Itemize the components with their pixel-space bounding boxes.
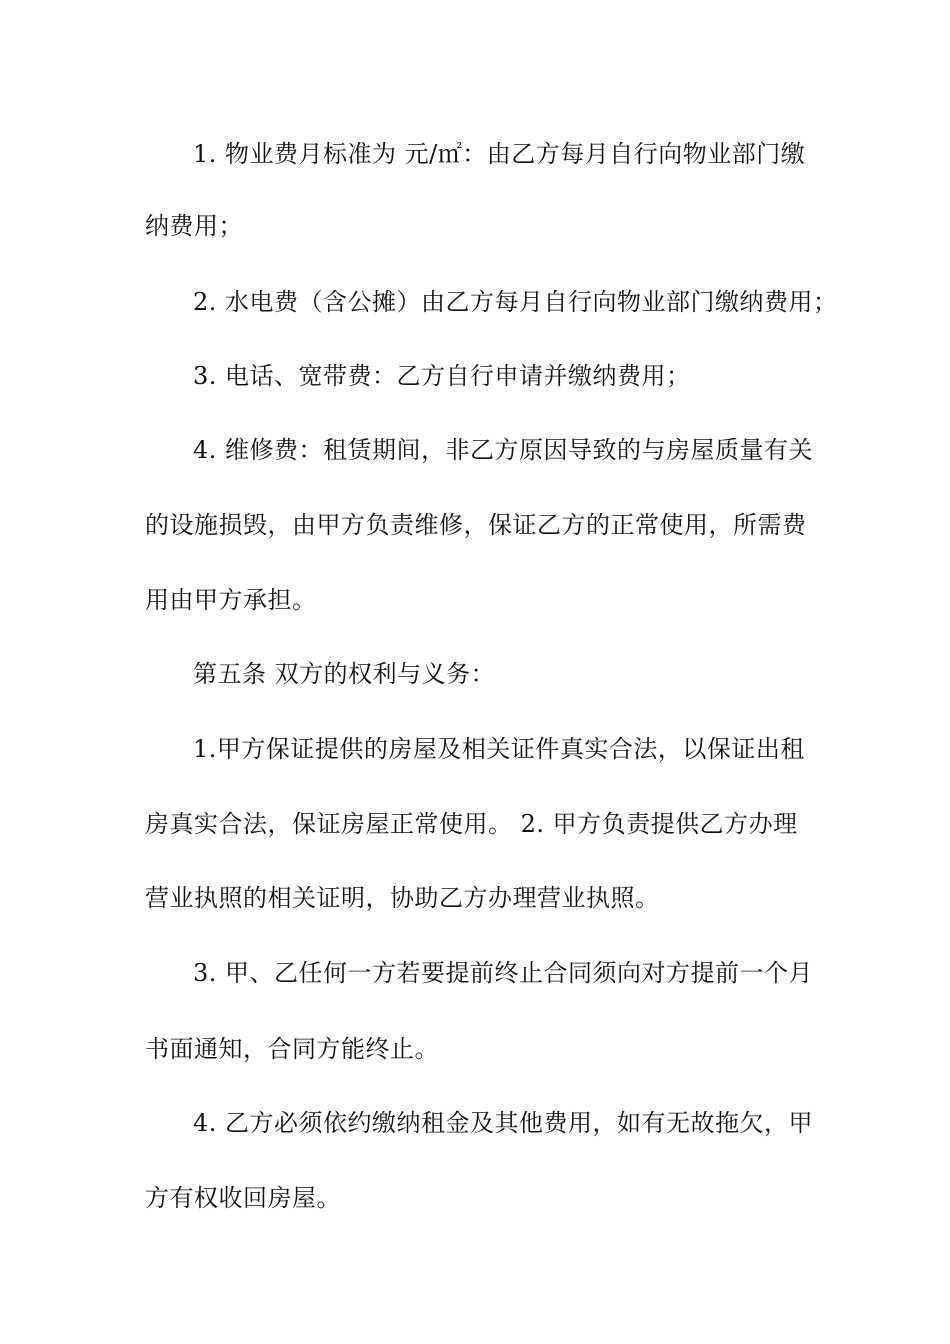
- clause-4-1-line-2: 纳费用；: [145, 212, 243, 240]
- clause-4-4-line-2: 的设施损毁，由甲方负责维修，保证乙方的正常使用，所需费: [145, 511, 807, 539]
- clause-5-3-line-1: 3. 甲、乙任何一方若要提前终止合同须向对方提前一个月: [193, 959, 814, 987]
- article-5-heading: 第五条 双方的权利与义务：: [193, 660, 496, 688]
- clause-5-1-line-2: 房真实合法，保证房屋正常使用。 2. 甲方负责提供乙方办理: [145, 810, 798, 838]
- clause-5-4-line-2: 方有权收回房屋。: [145, 1184, 341, 1212]
- clause-5-2-line-2: 营业执照的相关证明，协助乙方办理营业执照。: [145, 884, 660, 912]
- clause-5-3-line-2: 书面通知，合同方能终止。: [145, 1035, 439, 1063]
- clause-4-3-line-1: 3. 电话、宽带费：乙方自行申请并缴纳费用；: [193, 362, 691, 390]
- clause-5-4-line-1: 4. 乙方必须依约缴纳租金及其他费用，如有无故拖欠，甲: [193, 1109, 814, 1137]
- clause-4-2-line-1: 2. 水电费（含公摊）由乙方每月自行向物业部门缴纳费用；: [193, 288, 838, 316]
- clause-4-4-line-1: 4. 维修费：租赁期间，非乙方原因导致的与房屋质量有关: [193, 436, 814, 464]
- clause-4-4-line-3: 用由甲方承担。: [145, 586, 317, 614]
- clause-5-1-line-1: 1.甲方保证提供的房屋及相关证件真实合法，以保证出租: [193, 735, 805, 763]
- clause-4-1-line-1: 1. 物业费月标准为 元/㎡：由乙方每月自行向物业部门缴: [193, 140, 806, 168]
